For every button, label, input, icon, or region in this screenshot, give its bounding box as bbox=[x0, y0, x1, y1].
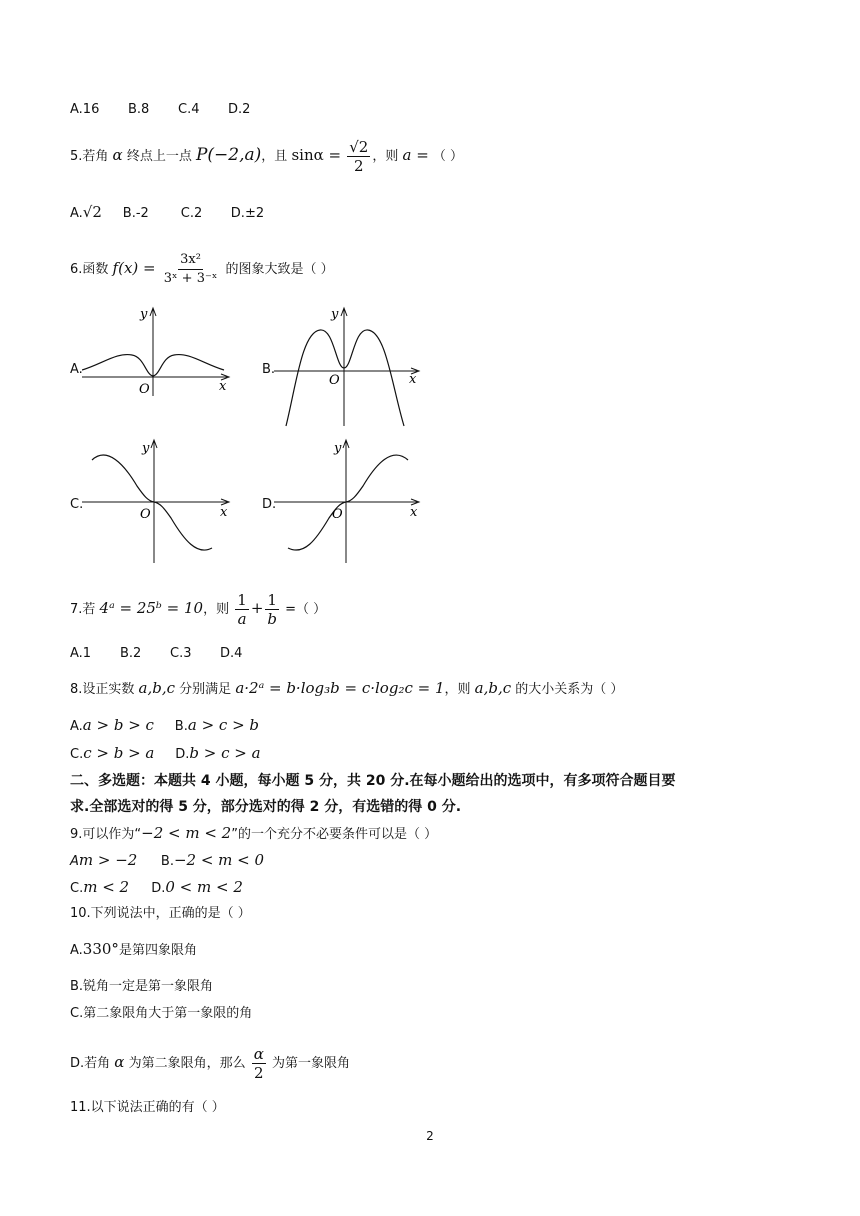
q8-options-row2 bbox=[70, 744, 261, 764]
q5-options bbox=[70, 203, 264, 223]
q6-fraction-num: 3x² bbox=[178, 251, 203, 270]
graph-b-origin-label: O bbox=[329, 373, 340, 388]
graph-b-y-label: y bbox=[331, 307, 339, 322]
q9-options-row1 bbox=[70, 851, 264, 871]
q8-options-row1 bbox=[70, 716, 259, 736]
q8-vars: a,b,c bbox=[138, 679, 176, 697]
graph-d-label: D. bbox=[262, 497, 277, 512]
q10-option-a bbox=[70, 940, 197, 960]
section2-heading-line1: 二、多选题：本题共 4 小题，每小题 5 分，共 20 分.在每小题给出的选项中，有多项符合题目要 bbox=[70, 773, 676, 789]
q8-option-c-label: C. bbox=[70, 747, 84, 762]
q9-option-a: m > −2 bbox=[78, 851, 138, 869]
q5-option-a-label: A. bbox=[70, 206, 83, 221]
q9-suffix: ”的一个充分不必要条件可以是（ ） bbox=[231, 827, 438, 842]
q9-option-b: −2 < m < 0 bbox=[173, 851, 265, 869]
q7-option-c: C.3 bbox=[170, 646, 192, 661]
section2-heading-line2: 求.全部选对的得 5 分，部分选对的得 2 分，有选错的得 0 分. bbox=[70, 799, 462, 815]
q5-option-d: D.±2 bbox=[230, 206, 265, 221]
graph-d-y-label: y bbox=[334, 441, 342, 456]
q10-option-d-mid: 为第二象限角，那么 bbox=[128, 1056, 246, 1071]
q5-option-c: C.2 bbox=[180, 206, 203, 221]
q9-option-c-label: C. bbox=[70, 881, 84, 896]
q10-stem: 10.下列说法中，正确的是（ ） bbox=[70, 906, 251, 921]
q8-option-a-label: A. bbox=[70, 719, 83, 734]
q10-option-a-text: 是第四象限角 bbox=[118, 943, 197, 958]
q9-cond: −2 < m < 2 bbox=[141, 824, 232, 842]
graph-d-origin-label: O bbox=[332, 507, 343, 522]
q5-stem bbox=[70, 133, 463, 179]
q4-option-a: A.16 bbox=[70, 102, 100, 117]
q9-option-d-label: D. bbox=[151, 881, 166, 896]
graph-d bbox=[274, 438, 424, 566]
q8-option-b-label: B. bbox=[174, 719, 188, 734]
q8-expr: a·2ᵃ = b·log₃b = c·log₂c = 1 bbox=[235, 679, 445, 697]
q6-prefix: 6.函数 bbox=[70, 262, 109, 277]
q8-option-d: b > c > a bbox=[189, 744, 261, 762]
q9-option-c: m < 2 bbox=[83, 878, 130, 896]
graph-c bbox=[82, 438, 234, 566]
q10-option-d-prefix: D.若角 bbox=[70, 1056, 111, 1071]
q8-prefix: 8.设正实数 bbox=[70, 682, 135, 697]
q5-fraction-den: 2 bbox=[354, 157, 364, 175]
q5-prefix: 5.若角 bbox=[70, 149, 109, 164]
graph-a-origin-label: O bbox=[139, 382, 150, 397]
q8-option-b: a > c > b bbox=[187, 716, 260, 734]
q8-vars2: a,b,c bbox=[474, 679, 512, 697]
q5-alpha: α bbox=[112, 146, 123, 164]
graph-d-x-label: x bbox=[410, 505, 418, 520]
q7-option-d: D.4 bbox=[220, 646, 243, 661]
q5-point: P(−2,a) bbox=[195, 145, 262, 165]
graph-b-x-label: x bbox=[409, 372, 417, 387]
q8-suffix: 的大小关系为（ ） bbox=[515, 682, 624, 697]
q8-mid: 分别满足 bbox=[179, 682, 232, 697]
graph-b bbox=[274, 306, 424, 430]
q9-prefix: 9.可以作为“ bbox=[70, 827, 142, 842]
graph-c-x-label: x bbox=[220, 505, 228, 520]
q7-fraction-2-num: 1 bbox=[267, 591, 277, 609]
q6-fraction-den: 3ˣ + 3⁻ˣ bbox=[163, 271, 218, 286]
graph-c-label: C. bbox=[70, 497, 84, 512]
q10-option-d-fraction bbox=[252, 1045, 266, 1082]
q9-options-row2 bbox=[70, 878, 243, 898]
q7-fraction-2-den: b bbox=[267, 610, 277, 628]
q5-paren: （ ） bbox=[432, 149, 464, 164]
q9-option-a-label: A bbox=[70, 854, 79, 869]
q7-fraction-1-num: 1 bbox=[237, 591, 247, 609]
graph-b-label: B. bbox=[262, 362, 276, 377]
graph-a bbox=[82, 306, 232, 398]
q10-option-a-math: 330° bbox=[82, 940, 119, 958]
q7-fraction-1-den: a bbox=[237, 610, 247, 628]
q6-fx: f(x) = bbox=[112, 259, 156, 277]
q7-fraction-2 bbox=[265, 591, 279, 628]
q5-fraction-num: √2 bbox=[349, 138, 369, 156]
graph-c-origin-label: O bbox=[140, 507, 151, 522]
q5-option-b: B.-2 bbox=[122, 206, 149, 221]
q9-stem bbox=[70, 824, 437, 844]
q7-expr: 4ᵃ = 25ᵇ = 10 bbox=[99, 599, 204, 617]
q10-option-d-fraction-num: α bbox=[253, 1045, 264, 1063]
q6-fraction bbox=[162, 251, 220, 288]
q10-option-d-suffix: 为第一象限角 bbox=[272, 1056, 351, 1071]
q8-option-d-label: D. bbox=[175, 747, 190, 762]
q8-option-a: a > b > c bbox=[82, 716, 154, 734]
q7-options bbox=[70, 645, 242, 663]
q5-sin: sinα = bbox=[291, 146, 342, 164]
page-number: 2 bbox=[426, 1129, 434, 1143]
q4-options bbox=[70, 101, 250, 119]
q7-option-a: A.1 bbox=[70, 646, 92, 661]
q8-stem bbox=[70, 679, 623, 699]
q10-option-b: B.锐角一定是第一象限角 bbox=[70, 979, 214, 994]
q10-option-d-var: α bbox=[114, 1053, 125, 1071]
q7-fraction-1 bbox=[235, 591, 249, 628]
q6-suffix: 的图象大致是（ ） bbox=[225, 262, 334, 277]
q4-option-c: C.4 bbox=[178, 102, 200, 117]
graph-c-y-label: y bbox=[142, 441, 150, 456]
q4-option-d: D.2 bbox=[228, 102, 251, 117]
q10-option-d-fraction-den: 2 bbox=[254, 1064, 264, 1082]
q6-stem bbox=[70, 246, 334, 292]
q5-option-a: √2 bbox=[82, 203, 102, 221]
q8-ask: ，则 bbox=[444, 682, 471, 697]
q5-fraction bbox=[347, 138, 370, 175]
q7-option-b: B.2 bbox=[120, 646, 142, 661]
graph-a-label: A. bbox=[70, 362, 83, 377]
q7-prefix: 7.若 bbox=[70, 602, 96, 617]
q5-var: a = bbox=[402, 146, 429, 164]
q4-option-b: B.8 bbox=[128, 102, 150, 117]
graph-a-y-label: y bbox=[140, 307, 148, 322]
q7-plus: + bbox=[250, 599, 264, 617]
q10-option-a-label: A. bbox=[70, 943, 83, 958]
q8-option-c: c > b > a bbox=[83, 744, 155, 762]
q7-ask: ，则 bbox=[203, 602, 230, 617]
q10-option-d bbox=[70, 1040, 350, 1086]
q11-stem: 11.以下说法正确的有（ ） bbox=[70, 1100, 225, 1115]
q9-option-d: 0 < m < 2 bbox=[165, 878, 243, 896]
q10-option-c: C.第二象限角大于第一象限的角 bbox=[70, 1006, 253, 1021]
q5-mid: 终点上一点 bbox=[126, 149, 192, 164]
q7-suffix: =（ ） bbox=[285, 602, 327, 617]
graph-a-x-label: x bbox=[219, 379, 227, 394]
q5-cond: ，且 bbox=[261, 149, 288, 164]
q7-stem bbox=[70, 586, 326, 632]
q9-option-b-label: B. bbox=[160, 854, 174, 869]
q5-ask: ，则 bbox=[372, 149, 399, 164]
